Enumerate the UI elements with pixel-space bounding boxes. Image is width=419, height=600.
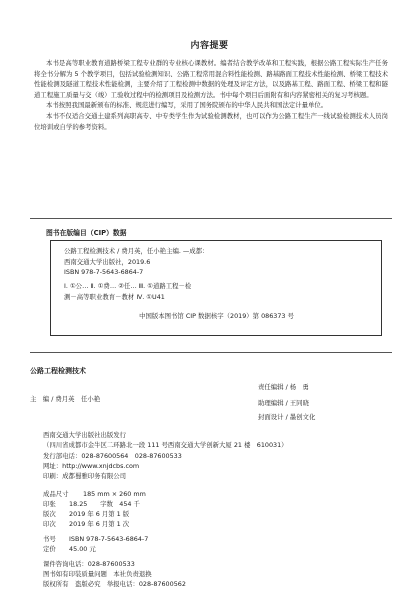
price-row: [43, 544, 96, 553]
spec-value: ISBN 978-7-5643-6864-7: [69, 535, 149, 543]
publisher-line-3: 发行部电话：028-87600564 028-87600533: [43, 451, 182, 460]
chief-editors: 主 编 / 费月英 任小艳: [30, 395, 101, 403]
cip-line-5: 测－高等职业教育－教材 Ⅳ. ①U41: [64, 293, 165, 301]
spec-row-size: [43, 489, 146, 498]
spec-key: 印次: [43, 520, 56, 528]
cover-design: 封面设计 / 墨创文化: [258, 413, 316, 421]
spec-row-edition: [43, 509, 129, 518]
spec-row-printing: [43, 519, 129, 528]
copyright-notice: 版权所有 盗版必究 举报电话：028-87600562: [43, 580, 186, 588]
spec-key: 书号: [43, 535, 56, 543]
publisher-line-2: （四川省成都市金牛区二环路北一段 111 号西南交通大学创新大厦 21 楼 610031）: [43, 441, 288, 450]
spec-key: 定价: [43, 545, 56, 553]
spec-value: 185 mm × 260 mm: [83, 490, 146, 498]
summary-paragraph-1: 本书是高等职业教育道路桥梁工程专业群的专业核心课教材。编者结合教学改革和工程实践，根据公路工程实际生产任务将全书分解为 5 个教学项目，包括试验检测知识、公路工程常用混合料性能检测、路基路面工程技术性能检测、桥梁工程技术性能检测及隧道工程技术性能检测，主要介绍了工程检测中数据的处理及评定方法，以及路基工程、路面工程、桥梁工程和隧道工程施工质量与交（竣）工验收过程中的检测项目及检测方法。书中每个项目后面附有和内容紧密相关的复习考核题。: [34, 59, 388, 99]
courseware-phone: 课件咨询电话：028-87600533: [43, 560, 135, 568]
publisher-line-4: 网址：http://www.xnjdcbs.com: [43, 461, 140, 470]
spec-key: 成品尺寸: [43, 490, 69, 498]
summary-paragraph-3: 本书不仅适合交通土建系列高职高专、中专类学生作为试验检测教材，也可以作为公路工程生产一线试验检测技术人员岗位培训或自学的参考资料。: [34, 111, 388, 131]
spec-value: 2019 年 6 月第 1 版: [69, 510, 130, 518]
book-title: 公路工程检测技术: [30, 367, 86, 375]
cip-line-2: 西南交通大学出版社，2019.6: [64, 258, 151, 266]
cip-number: 中国版本图书馆 CIP 数据核字（2019）第 086373 号: [139, 312, 294, 320]
summary-paragraph-2: 本书按照我国最新颁布的标准、规范进行编写，采用了国务院颁布的中华人民共和国法定计量单位。: [46, 101, 328, 110]
cip-line-1: 公路工程检测技术 / 费月英，任小艳主编. —成都：: [64, 247, 209, 255]
summary-text: [34, 58, 388, 132]
cip-line-4: Ⅰ. ①公… Ⅱ. ①费… ②任… Ⅲ. ①道路工程－检: [64, 282, 192, 290]
publisher-info: [43, 430, 288, 481]
quality-notice: 图书如有印装质量问题 本社负责退换: [43, 570, 152, 578]
publisher-line-5: 印刷：成都蜀雅印务有限公司: [43, 472, 127, 481]
spec-value: 2019 年 6 月第 1 次: [69, 520, 130, 528]
summary-divider: [30, 218, 392, 219]
cip-divider: [30, 352, 392, 353]
spec-value: 18.25 字数 454 千: [69, 500, 140, 508]
responsible-editor: 责任编辑 / 杨 勇: [258, 383, 309, 391]
spec-value: 45.00 元: [69, 545, 96, 553]
spec-row-sheets: [43, 499, 140, 508]
spec-key: 版次: [43, 510, 56, 518]
publisher-line-1: 西南交通大学出版社出版发行: [43, 431, 127, 439]
spec-key: 印张: [43, 500, 56, 508]
cip-title: 图书在版编目（CIP）数据: [46, 229, 127, 237]
isbn-row: [43, 534, 148, 543]
summary-title: 内容提要: [190, 41, 229, 51]
assistant-editor: 助理编辑 / 王同晓: [258, 399, 309, 407]
cip-line-3: ISBN 978-7-5643-6864-7: [64, 268, 144, 276]
